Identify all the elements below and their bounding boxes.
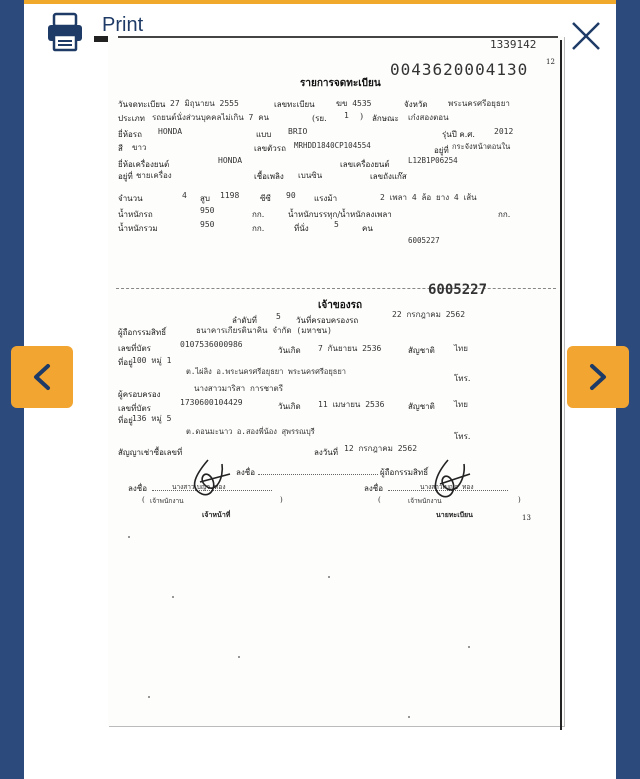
id1-value: 0107536000986 (180, 340, 243, 349)
stamped-number: 6005227 (428, 282, 488, 298)
year-value: 2012 (494, 127, 514, 136)
engine-pos-label: อยู่ที่ (118, 172, 133, 181)
addr1-label: ที่อยู่ (118, 358, 133, 367)
signed-date-label: ลงวันที่ (314, 448, 339, 457)
axle-value: 2 เพลา 4 ล้อ ยาง 4 เส้น (380, 193, 477, 202)
owner-label: ผู้ถือกรรมสิทธิ์ (118, 328, 167, 337)
nat1-label: สัญชาติ (408, 346, 435, 355)
seq-value: 5 (276, 312, 281, 321)
cyl-unit: สูบ (200, 194, 210, 203)
tel1-label: โทร. (454, 374, 471, 383)
load-label: น้ำหนักบรรทุก/น้ำหนักลงเพลา (288, 210, 392, 219)
tank-label: เลขถังแก๊ส (370, 172, 407, 181)
holder-label: ผู้ครอบครอง (118, 390, 161, 399)
rb-label: (รย. (312, 114, 327, 123)
print-button[interactable] (46, 12, 144, 52)
seats-unit: คน (362, 224, 373, 233)
registrar-title: นายทะเบียน (436, 510, 473, 519)
color-label: สี (118, 144, 123, 153)
total-label: น้ำหนักรวม (118, 224, 158, 233)
rb-close: ) (360, 112, 364, 121)
total-value: 950 (200, 220, 215, 229)
province-value: พระนครศรีอยุธยา (448, 99, 510, 108)
owner-sign-title: ผู้ถือกรรมสิทธิ์ (380, 468, 429, 477)
reg-date: 27 มิถุนายน 2555 (170, 99, 239, 108)
officer-sig-name2: เจ้าพนักงาน (150, 497, 184, 505)
engine-brand-label: ยี่ห้อเครื่องยนต์ (118, 160, 170, 169)
type-label: ประเภท (118, 114, 145, 123)
hp-value: 90 (286, 191, 296, 200)
style-label: ลักษณะ (372, 114, 399, 123)
vehicle-type: รถยนต์นั่งส่วนบุคคลไม่เกิน 7 คน (152, 113, 270, 122)
chassis-position: กระจังหน้าตอนใน (452, 142, 511, 151)
close-icon (570, 20, 602, 52)
holder-name: นางสาวมาริสา การชาตรี (194, 384, 284, 393)
cc-value: 1198 (220, 191, 240, 200)
nat2-value: ไทย (454, 400, 468, 409)
handwritten-note-top: 1339142 (490, 38, 537, 51)
engine-number: L12B1P06254 (408, 156, 458, 165)
addr2-line2: ต.ดอนมะนาว อ.สองพี่น้อง สุพรรณบุรี (186, 427, 315, 436)
birth2-value: 11 เมษายน 2536 (318, 400, 385, 409)
scan-speck (128, 536, 130, 538)
officer-signature (178, 454, 238, 504)
rb-value: 1 (344, 111, 349, 120)
sign-line-1 (258, 474, 378, 475)
weight-value: 950 (200, 206, 215, 215)
printer-icon (46, 12, 84, 52)
addr2-line1: 136 หมู่ 5 (132, 414, 172, 423)
cyl-label: จำนวน (118, 194, 143, 203)
close-button[interactable] (570, 20, 602, 52)
fuel-label: เชื้อเพลิง (254, 172, 284, 181)
brand-value: HONDA (158, 127, 183, 136)
contract-label: สัญญาเช่าซื้อเลขที่ (118, 448, 183, 457)
hp-unit: แรงม้า (314, 194, 338, 203)
weight-unit: กก. (252, 210, 265, 219)
color-value: ขาว (132, 143, 147, 152)
scan-speck (172, 596, 174, 598)
engine-position: ชายเครื่อง (136, 171, 172, 180)
scan-speck (468, 646, 470, 648)
model-value: BRIO (288, 127, 308, 136)
owner-name: ธนาคารเกียรตินาคิน จำกัด (มหาชน) (196, 326, 332, 335)
province-label: จังหวัด (404, 100, 428, 109)
chevron-left-icon (30, 363, 54, 391)
document-page: 1339142 0043620004130 12 รายการจดทะเบียน วันจดทะเบียน 27 มิถุนายน 2555 เลขทะเบียน ฆข 4535 จังหวัด พระนครศรีอยุธยา ประเภท รถยนต์นั่งส่วนบุคคลไม่เกิน 7 คน (รย. 1 ) ลักษณะ เก๋งสองตอน ยี่ห้อรถ HONDA แบบ BRIO รุ่นปี ค.ศ. 2012 สี ขาว เลขตัวรถ MRHDD1840CP104554 อยู่ที่ กระจังหน้าตอนใน ยี่ห้อเครื่องยนต์ HONDA เลขเครื่องยนต์ L12B1P06254 อยู่ที่ ชายเครื่อง เชื้อเพลิง เบนซิน เลขถังแก๊ส จำนวน 4 สูบ 1198 ซีซี 90 แรงม้า 2 เพลา 4 ล้อ ยาง 4 เส้น น้ำหนักรถ 950 กก. น้ำหนักบรรทุก/น้ำหนักลงเพลา กก. น้ำหนักรวม 950 กก. ที่นั่ง 5 คน 6005227 6005227 เจ้าของรถ ลำดับที่ 5 วันที่ครอบครองรถ 22 กรกฎาคม 2562 ผู้ถือกรรมสิทธิ์ ธนาคารเกียรตินาคิน จำกัด (มหาชน) เลขที่บัตร 0107536000986 วันเกิด 7 กันยายน 2536 สัญชาติ ไทย ที่อยู่ 100 หมู่ 1 ต.ไผ่ลิง อ.พระนครศรีอยุธยา พระนครศรีอยุธยา โทร. ผู้ครอบครอง นางสาวมาริสา การชาตรี เลขที่บัตร 1730600104429 วันเกิด 11 เมษายน 2536 สัญชาติ ไทย ที่อยู่ 136 หมู่ 5 ต.ดอนมะนาว อ.สองพี่น้อง สุพรรณบุรี โทร. สัญญาเช่าซื้อเลขที่ ลงวันที่ 12 กรกฎาคม 2562 ลงชื่อ ผู้ถือกรรมสิทธิ์ ลงชื่อ นางสาวเบญจ ทอง ( เจ้าพนักงาน ) เจ้าหน้าที่ ลงชื่อ นางสาวเบญจ ทอง ( เจ้าพนักงาน ) นายทะเบียน 13 (108, 36, 564, 726)
chassis-pos-label: อยู่ที่ (434, 146, 449, 155)
scan-speck (148, 696, 150, 698)
sign-label-2: ลงชื่อ (128, 484, 148, 493)
signed-date: 12 กรกฎาคม 2562 (344, 444, 418, 453)
page-number-top: 12 (546, 58, 555, 66)
birth2-label: วันเกิด (278, 402, 301, 411)
seats-label: ที่นั่ง (294, 224, 309, 233)
id1-label: เลขที่บัตร (118, 344, 151, 353)
chassis-number: MRHDD1840CP104554 (294, 141, 371, 150)
owner-section-title: เจ้าของรถ (318, 300, 363, 311)
possession-label: วันที่ครอบครองรถ (296, 316, 359, 325)
brand-label: ยี่ห้อรถ (118, 130, 142, 139)
plate-number: ฆข 4535 (336, 99, 372, 108)
cc-unit: ซีซี (260, 194, 271, 203)
registrar-signature (420, 456, 480, 506)
officer-sig-name: นางสาวเบญจ ทอง (172, 483, 226, 491)
id2-value: 1730600104429 (180, 398, 243, 407)
year-label: รุ่นปี ค.ศ. (442, 130, 475, 139)
engine-brand: HONDA (218, 156, 243, 165)
page-number-bottom: 13 (522, 514, 531, 522)
reg-date-label: วันจดทะเบียน (118, 100, 166, 109)
document-right-border (560, 40, 562, 730)
scan-speck (238, 656, 240, 658)
fuel-value: เบนซิน (298, 171, 323, 180)
print-label: Print (102, 14, 144, 36)
scan-speck (408, 716, 410, 718)
nat2-label: สัญชาติ (408, 402, 435, 411)
weight-label: น้ำหนักรถ (118, 210, 153, 219)
seats-value: 5 (334, 220, 339, 229)
sign-label-3: ลงชื่อ (364, 484, 384, 493)
tel2-label: โทร. (454, 432, 471, 441)
id2-label: เลขที่บัตร (118, 404, 151, 413)
registrar-sig-name: นางสาวเบญจ ทอง (420, 483, 474, 491)
load-unit: กก. (498, 210, 511, 219)
seq-label: ลำดับที่ (232, 316, 257, 325)
vehicle-style: เก๋งสองตอน (408, 113, 449, 122)
addr1-line1: 100 หมู่ 1 (132, 356, 172, 365)
plate-label: เลขทะเบียน (274, 100, 315, 109)
officer-title: เจ้าหน้าที่ (202, 510, 231, 519)
birth1-label: วันเกิด (278, 346, 301, 355)
addr1-line2: ต.ไผ่ลิง อ.พระนครศรีอยุธยา พระนครศรีอยุธยา (186, 367, 346, 376)
document-top-border (118, 36, 558, 38)
chevron-right-icon (586, 363, 610, 391)
scan-speck (328, 576, 330, 578)
registrar-sig-name2: เจ้าพนักงาน (408, 497, 442, 505)
handwritten-serial: 0043620004130 (390, 60, 529, 79)
birth1-value: 7 กันยายน 2536 (318, 344, 382, 353)
total-unit: กก. (252, 224, 265, 233)
registration-title: รายการจดทะเบียน (300, 78, 381, 89)
chassis-label: เลขตัวรถ (254, 144, 286, 153)
possession-date: 22 กรกฎาคม 2562 (392, 310, 466, 319)
previous-button[interactable] (11, 346, 73, 408)
nat1-value: ไทย (454, 344, 468, 353)
sign-label-1: ลงชื่อ (236, 468, 256, 477)
next-button[interactable] (567, 346, 629, 408)
section-divider (116, 288, 556, 289)
model-label: แบบ (256, 130, 272, 139)
addr2-label: ที่อยู่ (118, 416, 133, 425)
reference-number: 6005227 (408, 236, 440, 245)
engine-no-label: เลขเครื่องยนต์ (340, 160, 390, 169)
cyl-value: 4 (182, 191, 187, 200)
